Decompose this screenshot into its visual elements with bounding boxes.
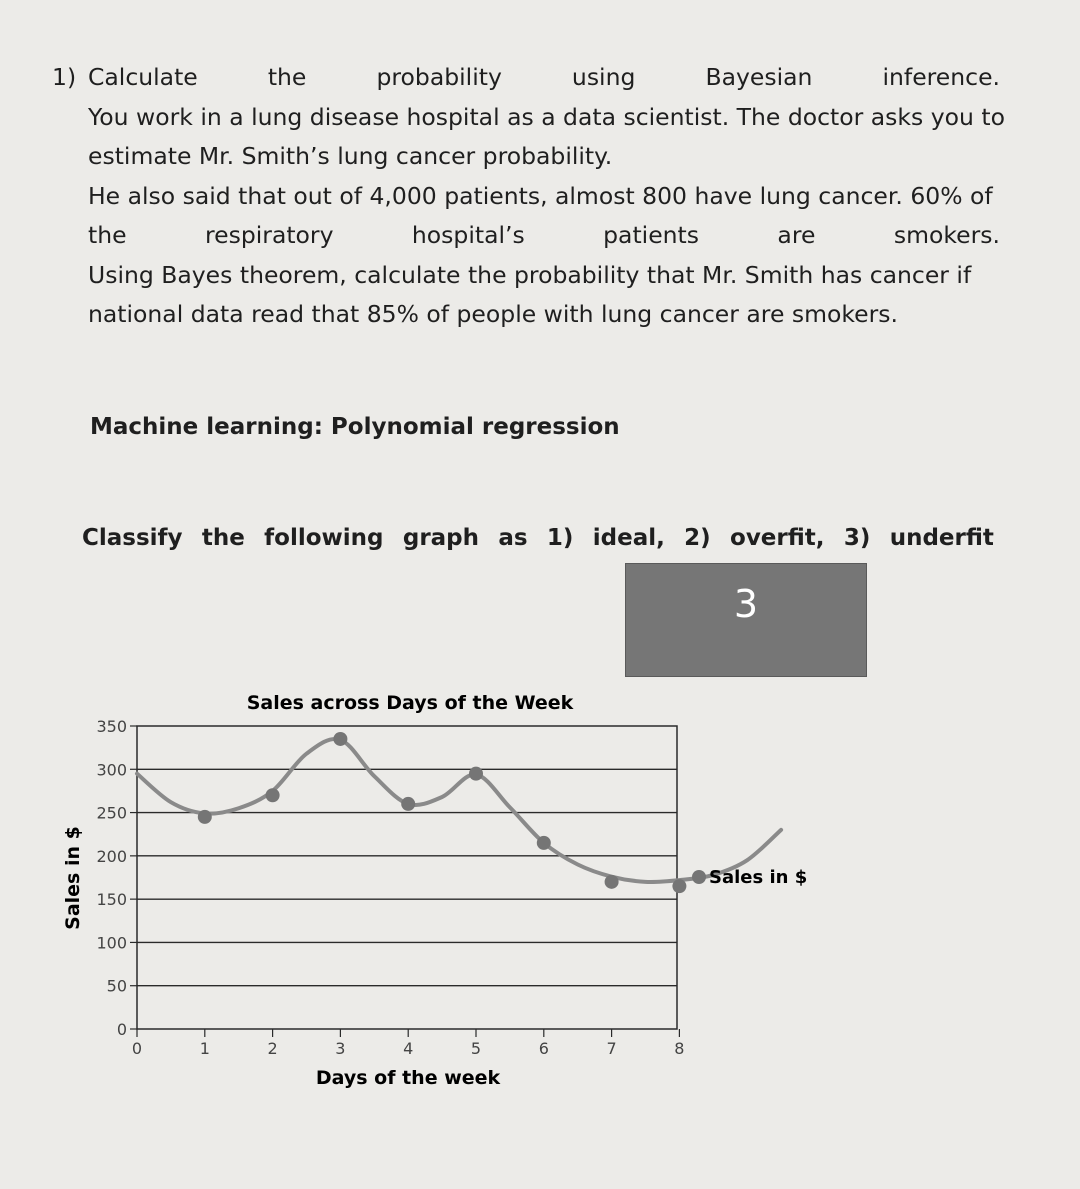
y-tick-label-200: 200: [96, 846, 127, 866]
question-line-1: Calculate the probability using Bayesian inference.: [88, 63, 1000, 91]
x-tick-label-7: 7: [606, 1039, 617, 1058]
x-tick-label-0: 0: [131, 1039, 143, 1058]
y-tick-label-100: 100: [96, 933, 127, 953]
x-tick-label-6: 6: [538, 1039, 549, 1058]
series-line-sales: [137, 739, 781, 882]
data-point-3: [333, 732, 347, 746]
x-tick-label-3: 3: [335, 1039, 346, 1058]
classify-prompt: Classify the following graph as 1) ideal, 2) overfit, 3) underfit: [82, 525, 994, 551]
answer-value: 3: [733, 582, 759, 626]
chart-title: Sales across Days of the Week: [246, 692, 574, 714]
y-axis-label: Sales in $: [62, 826, 84, 930]
data-point-8: [672, 879, 686, 893]
x-axis-label: Days of the week: [315, 1067, 501, 1089]
section-heading: Machine learning: Polynomial regression: [90, 414, 620, 440]
question-line-7: national data read that 85% of people with lung cancer are smokers.: [88, 300, 898, 328]
question-line-2: You work in a lung disease hospital as a data scientist. The doctor asks you to: [88, 102, 1005, 131]
x-tick-label-2: 2: [267, 1039, 278, 1058]
legend-label: Sales in $: [709, 867, 808, 888]
y-tick-label-300: 300: [96, 760, 127, 780]
data-point-7: [605, 875, 619, 889]
y-tick-label-350: 350: [96, 717, 127, 736]
y-tick-label-150: 150: [96, 890, 127, 910]
x-tick-label-8: 8: [674, 1039, 685, 1058]
question-line-5: the respiratory hospital’s patients are smokers.: [88, 221, 1000, 249]
x-tick-label-1: 1: [199, 1039, 210, 1058]
question-line-4: He also said that out of 4,000 patients, almost 800 have lung cancer. 60% of: [88, 181, 993, 210]
data-point-4: [401, 797, 415, 811]
x-tick-label-4: 4: [403, 1039, 414, 1058]
y-tick-label-50: 50: [106, 976, 127, 996]
data-point-1: [198, 810, 212, 824]
plot-frame: [137, 726, 677, 1029]
data-point-5: [469, 767, 483, 781]
question-line-6: Using Bayes theorem, calculate the probability that Mr. Smith has cancer if: [88, 260, 972, 289]
question-number: 1): [52, 63, 77, 91]
data-point-2: [266, 788, 280, 802]
question-line-3: estimate Mr. Smith’s lung cancer probability.: [88, 142, 613, 170]
x-tick-label-5: 5: [470, 1039, 482, 1058]
data-point-6: [537, 836, 551, 850]
legend-marker: [692, 870, 706, 884]
y-tick-label-0: 0: [116, 1020, 127, 1039]
y-tick-label-250: 250: [96, 803, 127, 823]
